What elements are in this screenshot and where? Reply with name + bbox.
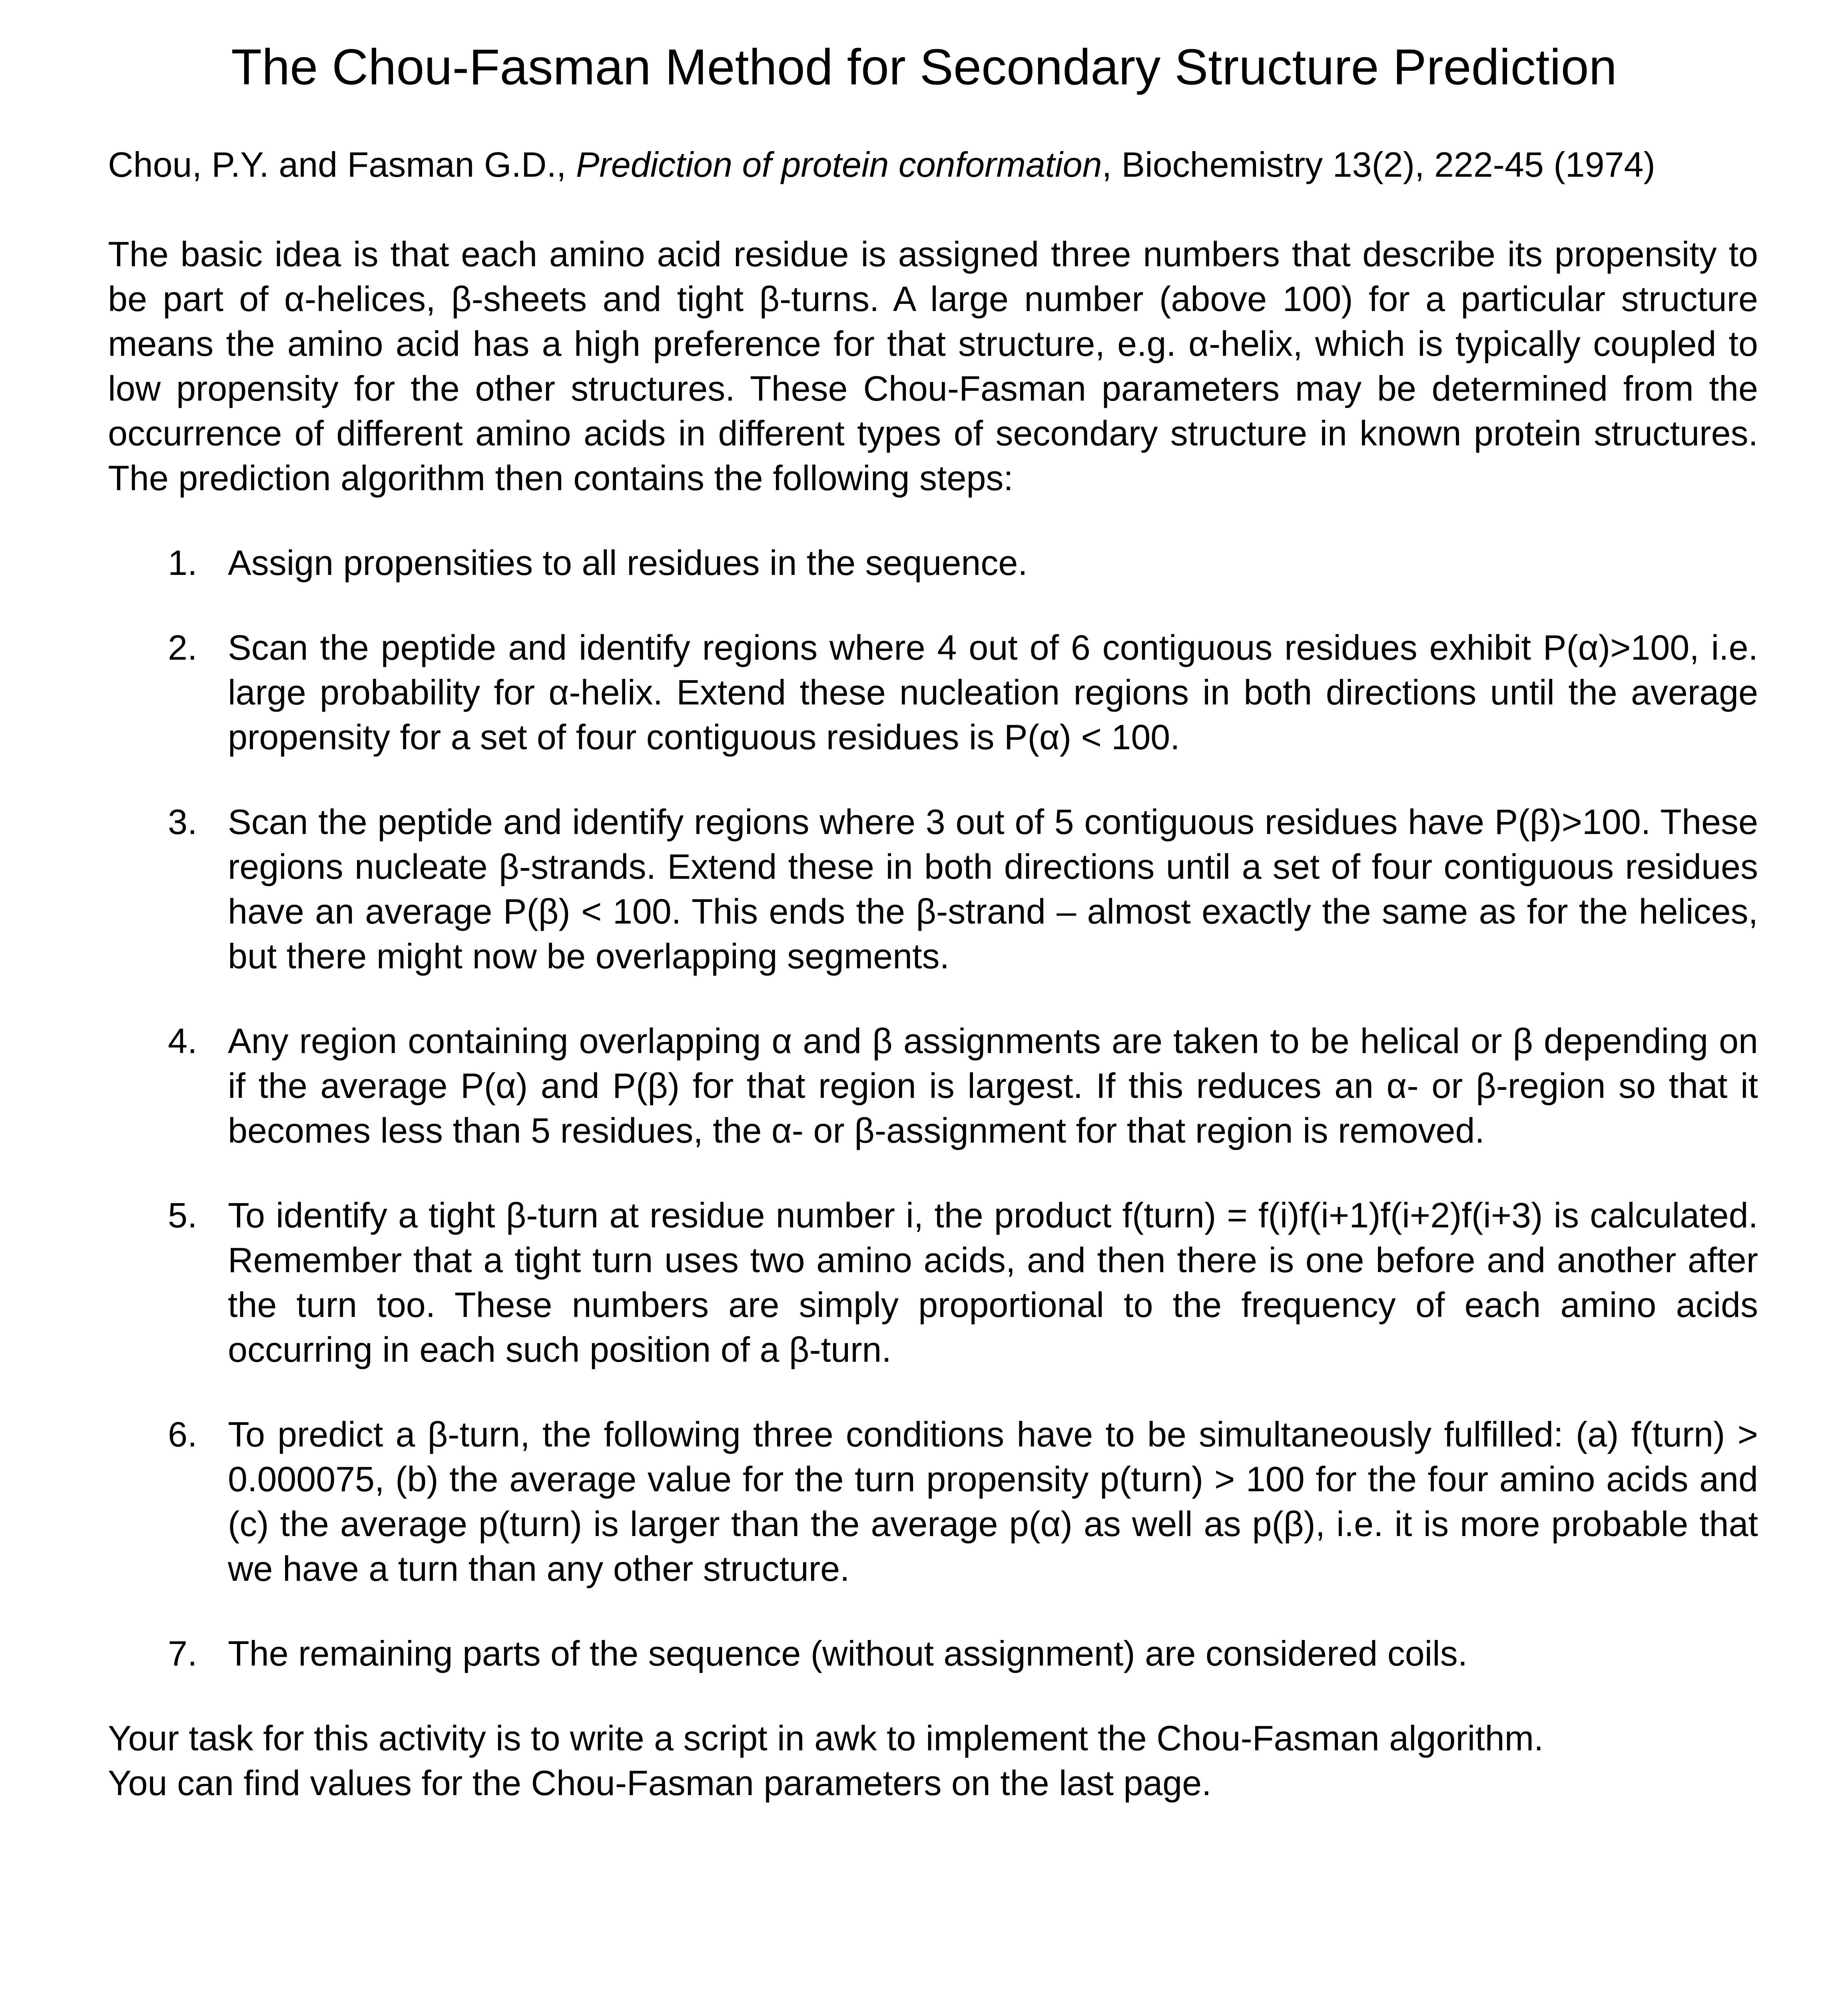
step-text: To predict a β-turn, the following three conditions have to be simultaneously fulfilled: (a) f(turn) > 0.000075, (b) the average value for the turn propensity p(turn) > 100 for the four amino acids and (c) the average p(turn) is larger than the average p(α) as well as p(β), i.e. it is more probable that we have a turn than any other structure. [228,1414,1758,1588]
citation-source: , Biochemistry 13(2), 222-45 (1974) [1102,145,1655,184]
step-number: 6. [168,1414,197,1454]
closing-line: You can find values for the Chou-Fasman parameters on the last page. [108,1763,1212,1803]
step-text: Scan the peptide and identify regions where 4 out of 6 contiguous residues exhibit P(α)>100, i.e. large probability for α-helix. Extend these nucleation regions in both directions until the average propensity for a set of four contiguous residues is P(α) < 100. [228,628,1758,757]
steps-list [108,541,1758,1676]
step-item [108,1631,1758,1676]
step-item [108,625,1758,760]
step-text: Assign propensities to all residues in the sequence. [228,543,1028,583]
step-number: 5. [168,1195,197,1235]
step-item [108,541,1758,585]
closing-paragraph [108,1716,1758,1805]
closing-line: Your task for this activity is to write a script in awk to implement the Chou-Fasman algorithm. [108,1718,1544,1758]
step-number: 1. [168,543,197,583]
page-title: The Chou-Fasman Method for Secondary Structure Prediction [231,39,1617,95]
citation [108,142,1758,187]
step-number: 3. [168,802,197,842]
step-item [108,1019,1758,1153]
citation-article-title: Prediction of protein conformation [576,145,1102,184]
step-number: 4. [168,1021,197,1061]
intro-paragraph: The basic idea is that each amino acid residue is assigned three numbers that describe its propensity to be part of α-helices, β-sheets and tight β-turns. A large number (above 100) for a particular structure means the amino acid has a high preference for that structure, e.g. α-helix, which is typically coupled to low propensity for the other structures. These Chou-Fasman parameters may be determined from the occurrence of different amino acids in different types of secondary structure in known protein structures. The prediction algorithm then contains the following steps: [108,234,1758,498]
step-number: 2. [168,628,197,667]
step-text: To identify a tight β-turn at residue number i, the product f(turn) = f(i)f(i+1)f(i+2)f(i+3) is calculated. Remember that a tight turn uses two amino acids, and then there is one before and another after the turn too. These numbers are simply proportional to the frequency of each amino acids occurring in each such position of a β-turn. [228,1195,1758,1369]
step-text: The remaining parts of the sequence (without assignment) are considered coils. [228,1634,1468,1673]
citation-authors: Chou, P.Y. and Fasman G.D., [108,145,576,184]
step-text: Any region containing overlapping α and β assignments are taken to be helical or β depending on if the average P(α) and P(β) for that region is largest. If this reduces an α- or β-region so that it becomes less than 5 residues, the α- or β-assignment for that region is removed. [228,1021,1758,1150]
step-number: 7. [168,1634,197,1673]
step-text: Scan the peptide and identify regions where 3 out of 5 contiguous residues have P(β)>100. These regions nucleate β-strands. Extend these in both directions until a set of four contiguous residues have an average P(β) < 100. This ends the β-strand – almost exactly the same as for the helices, but there might now be overlapping segments. [228,802,1758,976]
step-item [108,800,1758,979]
step-item [108,1193,1758,1372]
step-item [108,1412,1758,1591]
